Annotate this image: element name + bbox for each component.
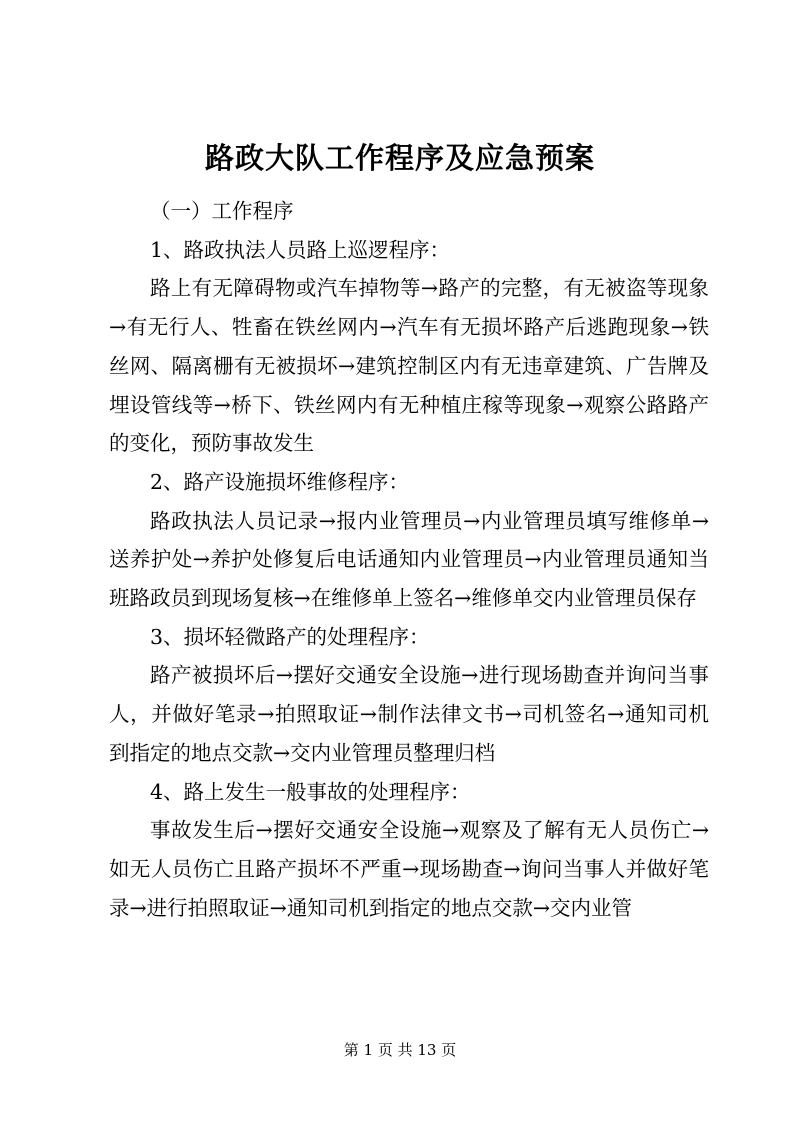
subsection-heading-2: 2、路产设施损坏维修程序： bbox=[150, 469, 410, 494]
paragraph-repair-procedure: 路政执法人员记录→报内业管理员→内业管理员填写维修单→送养护处→养护处修复后电话通知内业管理员→内业管理员通知当班路政员到现场复核→在维修单上签名→维修单交内业管理员保存 bbox=[109, 508, 709, 611]
subsection-heading-3: 3、损坏轻微路产的处理程序： bbox=[150, 624, 430, 649]
section-heading: （一）工作程序 bbox=[150, 199, 294, 223]
paragraph-minor-damage-procedure: 路产被损坏后→摆好交通安全设施→进行现场勘查并询问当事人，并做好笔录→拍照取证→制作法律文书→司机签名→通知司机到指定的地点交款→交内业管理员整理归档 bbox=[109, 663, 709, 765]
subsection-heading-4: 4、路上发生一般事故的处理程序： bbox=[150, 779, 471, 804]
document-body bbox=[109, 192, 709, 927]
subsection-heading-1: 1、路政执法人员路上巡逻程序： bbox=[150, 237, 451, 262]
page-footer: 第 1 页 共 13 页 bbox=[343, 1041, 457, 1059]
document-title: 路政大队工作程序及应急预案 bbox=[204, 141, 595, 175]
paragraph-patrol-procedure: 路上有无障碍物或汽车掉物等→路产的完整，有无被盗等现象→有无行人、牲畜在铁丝网内→汽车有无损坏路产后逃跑现象→铁丝网、隔离栅有无被损坏→建筑控制区内有无违章建筑、广告牌及埋设管线等→桥下、铁丝网内有无种植庄稼等现象→观察公路路产的变化，预防事故发生 bbox=[109, 276, 709, 456]
paragraph-accident-procedure: 事故发生后→摆好交通安全设施→观察及了解有无人员伤亡→如无人员伤亡且路产损坏不严重→现场勘查→询问当事人并做好笔录→进行拍照取证→通知司机到指定的地点交款→交内业管 bbox=[109, 818, 709, 920]
